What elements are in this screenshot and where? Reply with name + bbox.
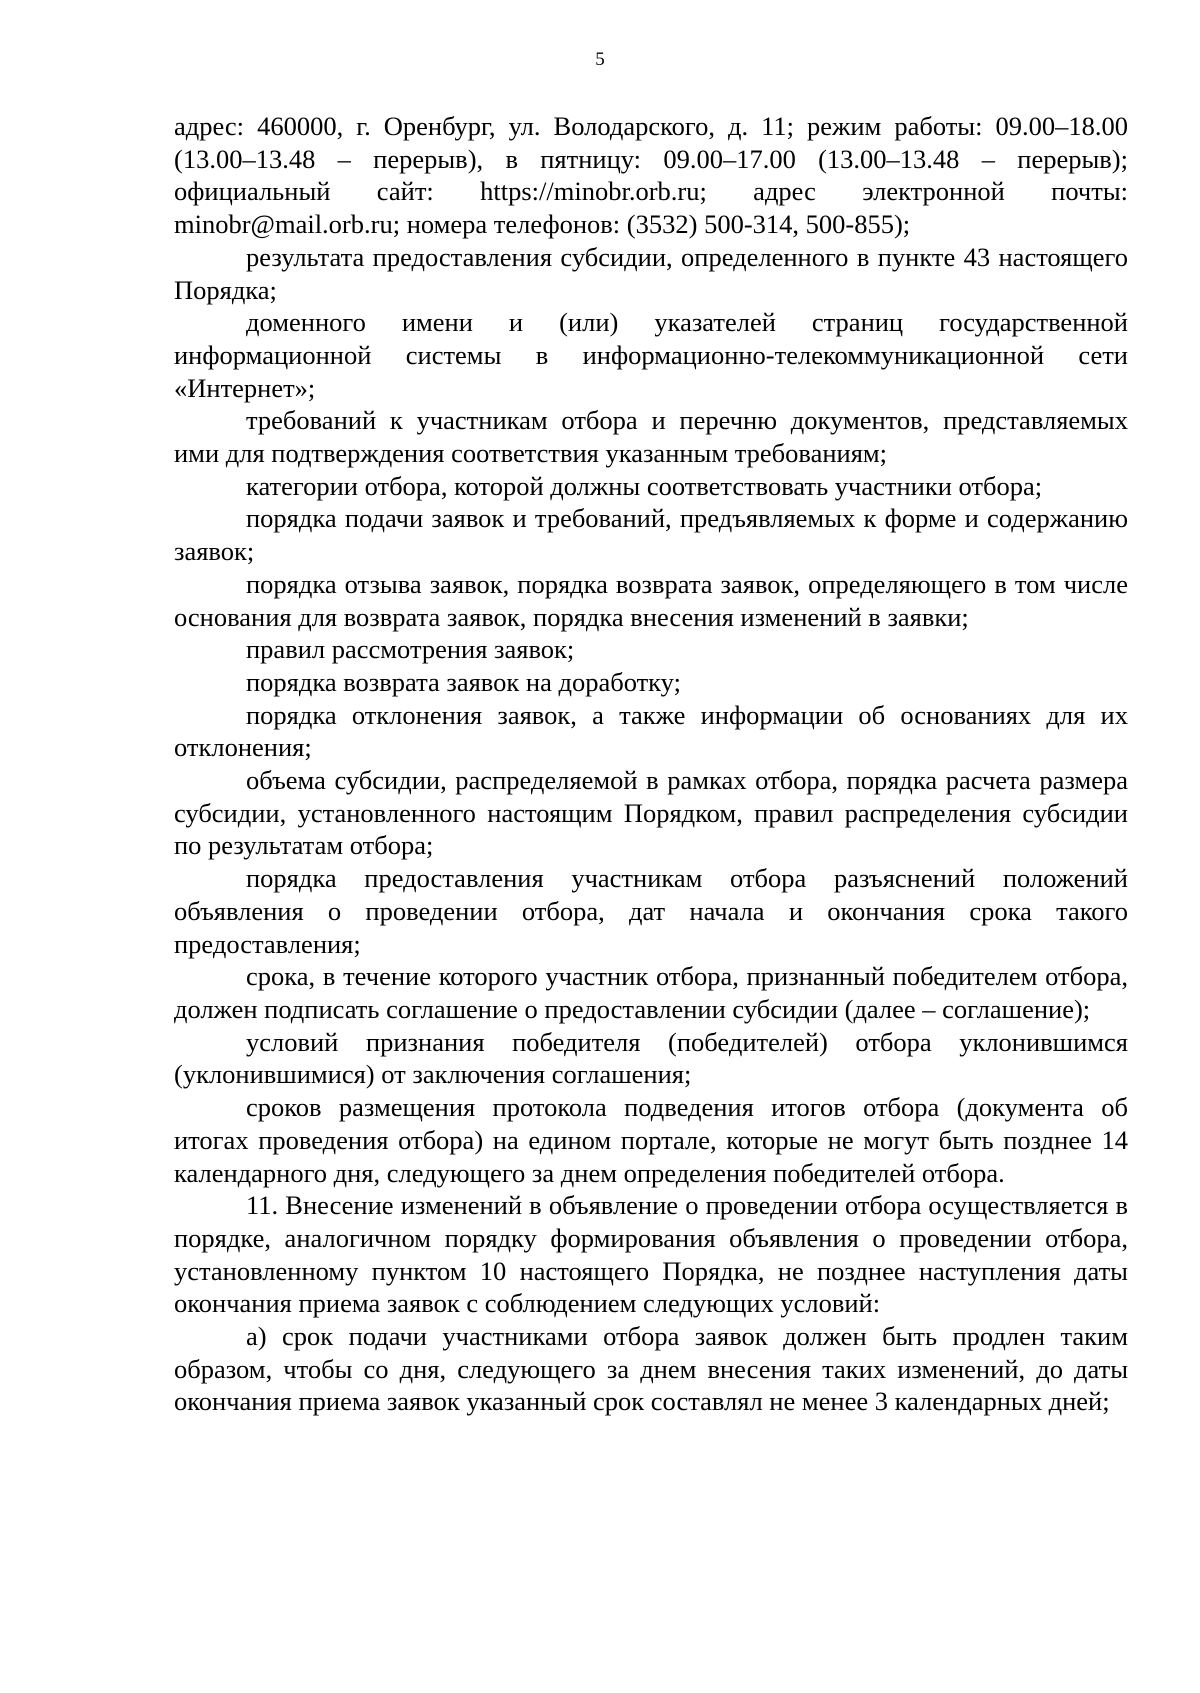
paragraph-protocol-terms: сроков размещения протокола подведения итогов отбора (документа об итогах проведения отбора) на едином портале, которые не могут быть позднее 14 календарного дня, следующего за днем определения победителей отбора. — [174, 1092, 1128, 1188]
paragraph-evasion-conditions: условий признания победителя (победителей) отбора уклонившимся (уклонившимися) от заключения соглашения; — [174, 1026, 1128, 1090]
document-body — [174, 110, 1128, 1418]
paragraph-requirements: требований к участникам отбора и перечню документов, представляемых ими для подтверждения соответствия указанным требованиям; — [174, 405, 1128, 469]
page-number: 5 — [595, 49, 605, 70]
paragraph-address: адрес: 460000, г. Оренбург, ул. Володарского, д. 11; режим работы: 09.00–18.00 (13.00–13.48 – перерыв), в пятницу: 09.00–17.00 (13.00–13.48 – перерыв); официальный сайт: https://minobr.orb.ru; адрес электронной почты: minobr@mail.orb.ru; номера телефонов: (3532) 500-314, 500-855); — [174, 111, 1128, 240]
paragraph-review-rules: правил рассмотрения заявок; — [246, 634, 575, 665]
paragraph-result: результата предоставления субсидии, определенного в пункте 43 настоящего Порядка; — [174, 241, 1128, 305]
paragraph-domain: доменного имени и (или) указателей страниц государственной информационной системы в информационно-телекоммуникационной сети «Интернет»; — [174, 307, 1128, 403]
paragraph-submission-order: порядка подачи заявок и требований, предъявляемых к форме и содержанию заявок; — [174, 503, 1128, 567]
paragraph-rejection-order: порядка отклонения заявок, а также информации об основаниях для их отклонения; — [174, 699, 1128, 763]
paragraph-return-for-revision: порядка возврата заявок на доработку; — [246, 666, 681, 697]
paragraph-subsidy-volume: объема субсидии, распределяемой в рамках отбора, порядка расчета размера субсидии, установленного настоящим Порядком, правил распределения субсидии по результатам отбора; — [174, 765, 1128, 861]
paragraph-subitem-a: а) срок подачи участниками отбора заявок должен быть продлен таким образом, чтобы со дня, следующего за днем внесения таких изменений, до даты окончания приема заявок указанный срок составлял не менее 3 календарных дней; — [174, 1321, 1128, 1417]
paragraph-category: категории отбора, которой должны соответствовать участники отбора; — [246, 470, 1043, 501]
paragraph-agreement-term: срока, в течение которого участник отбора, признанный победителем отбора, должен подписать соглашение о предоставлении субсидии (далее – соглашение); — [174, 961, 1128, 1024]
paragraph-clarifications: порядка предоставления участникам отбора разъяснений положений объявления о проведении отбора, дат начала и окончания срока такого предоставления; — [174, 863, 1128, 959]
paragraph-item-11: 11. Внесение изменений в объявление о проведении отбора осуществляется в порядке, аналогичном порядку формирования объявления о проведении отбора, установленному пунктом 10 настоящего Порядка, не позднее наступления даты окончания приема заявок с соблюдением следующих условий: — [174, 1190, 1128, 1319]
paragraph-withdrawal-order: порядка отзыва заявок, порядка возврата заявок, определяющего в том числе основания для возврата заявок, порядка внесения изменений в заявки; — [174, 568, 1128, 632]
